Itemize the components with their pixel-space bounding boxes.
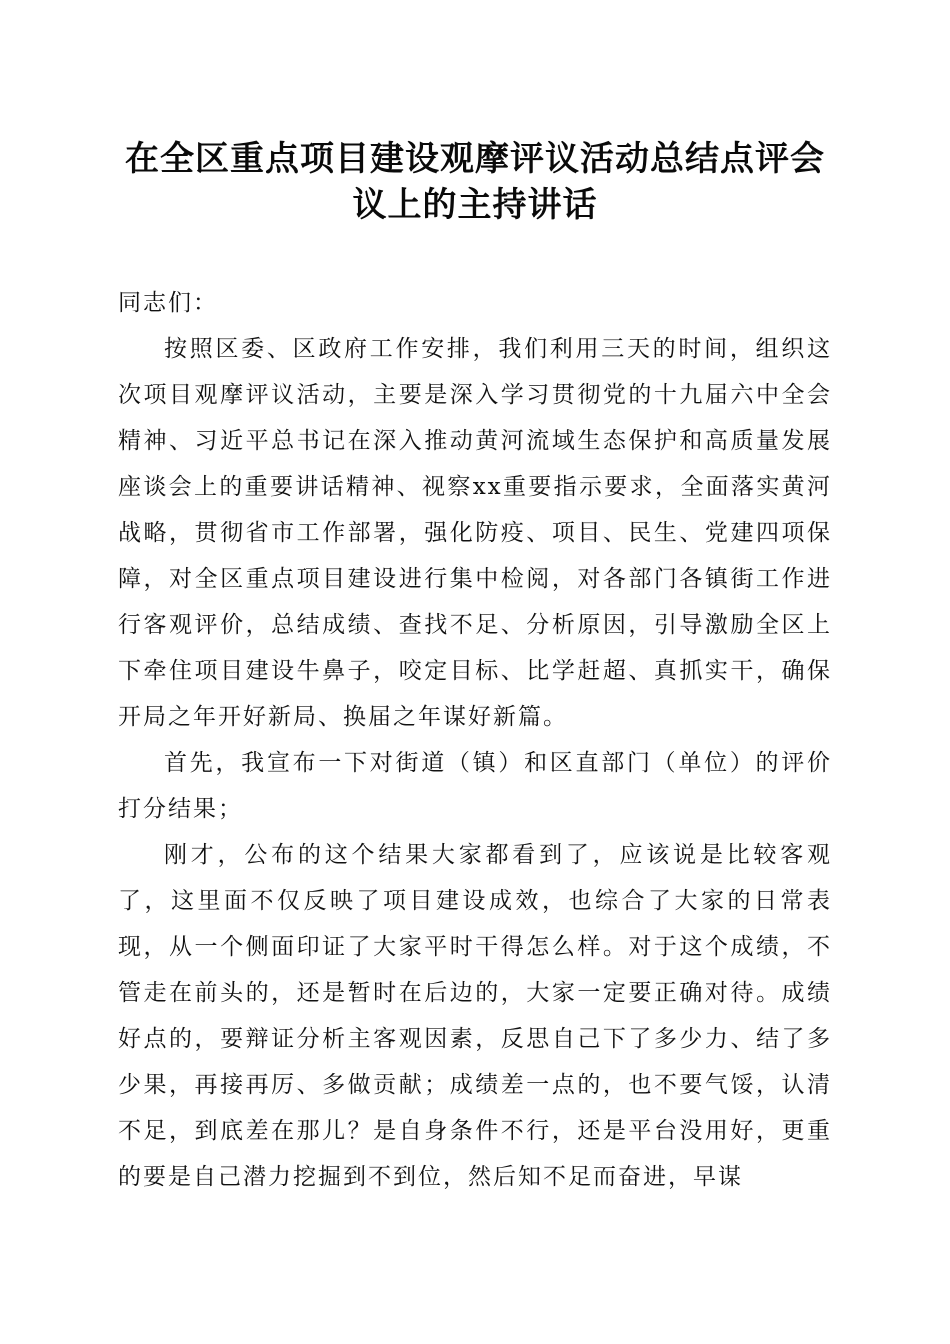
document-title bbox=[118, 136, 832, 228]
document-title-line-2: 议上的主持讲话 bbox=[352, 185, 598, 225]
paragraph-1: 按照区委、区政府工作安排，我们利用三天的时间，组织这次项目观摩评议活动，主要是深入学习贯彻党的十九届六中全会精神、习近平总书记在深入推动黄河流域生态保护和高质量发展座谈会上的重要讲话精神、视察xx重要指示要求，全面落实黄河战略，贯彻省市工作部署，强化防疫、项目、民生、党建四项保障，对全区重点项目建设进行集中检阅，对各部门各镇街工作进行客观评价，总结成绩、查找不足、分析原因，引导激励全区上下牵住项目建设牛鼻子，咬定目标、比学赶超、真抓实干，确保开局之年开好新局、换届之年谋好新篇。 bbox=[118, 336, 832, 730]
document-body bbox=[118, 280, 832, 1200]
paragraph-3: 刚才，公布的这个结果大家都看到了，应该说是比较客观了，这里面不仅反映了项目建设成效，也综合了大家的日常表现，从一个侧面印证了大家平时干得怎么样。对于这个成绩，不管走在前头的，还是暂时在后边的，大家一定要正确对待。成绩好点的，要辩证分析主客观因素，反思自己下了多少力、结了多少果，再接再厉、多做贡献；成绩差一点的，也不要气馁，认清不足，到底差在那儿？是自身条件不行，还是平台没用好，更重的要是自己潜力挖掘到不到位，然后知不足而奋进，早谋 bbox=[118, 842, 832, 1190]
document-title-line-1: 在全区重点项目建设观摩评议活动总结点评会 bbox=[125, 139, 825, 179]
salutation: 同志们： bbox=[118, 290, 218, 316]
paragraph-2: 首先，我宣布一下对街道（镇）和区直部门（单位）的评价打分结果； bbox=[118, 750, 832, 822]
